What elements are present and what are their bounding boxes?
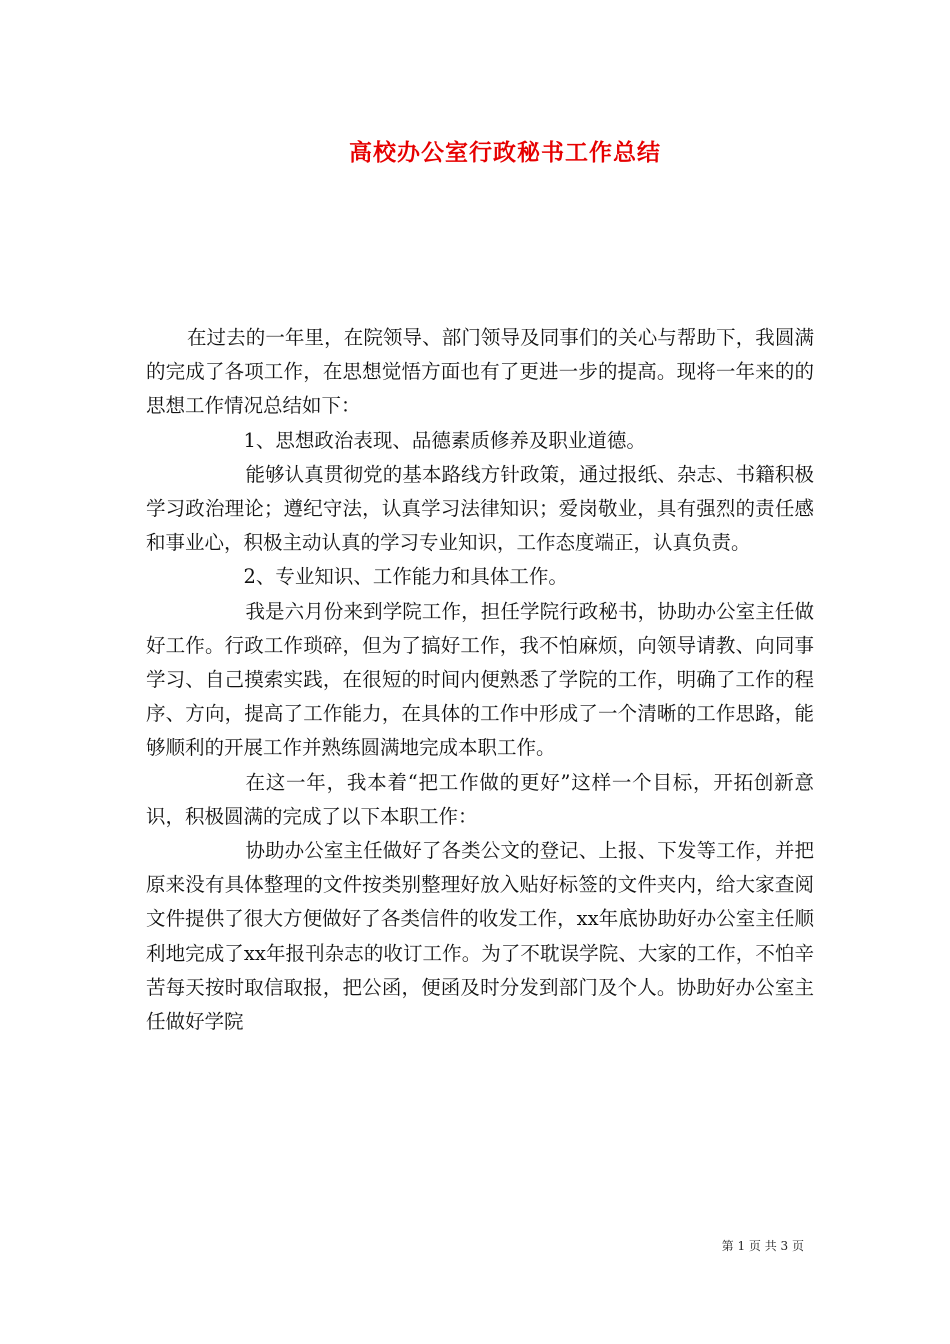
- paragraph-political: 能够认真贯彻党的基本路线方针政策，通过报纸、杂志、书籍积极学习政治理论；遵纪守法，认真学习法律知识；爱岗敬业，具有强烈的责任感和事业心，积极主动认真的学习专业知识，工作态度端正，认真负责。: [146, 462, 814, 555]
- page-title: 高校办公室行政秘书工作总结: [349, 139, 661, 166]
- document-body: [146, 321, 814, 1039]
- section-heading-2: 2、专业知识、工作能力和具体工作。: [243, 565, 568, 589]
- page-number: 第 1 页 共 3 页: [721, 1239, 804, 1253]
- paragraph-intro: 在过去的一年里，在院领导、部门领导及同事们的关心与帮助下，我圆满的完成了各项工作，在思想觉悟方面也有了更进一步的提高。现将一年来的的思想工作情况总结如下：: [146, 326, 814, 418]
- paragraph-work: 我是六月份来到学院工作，担任学院行政秘书，协助办公室主任做好工作。行政工作琐碎，但为了搞好工作，我不怕麻烦，向领导请教、向同事学习、自己摸索实践，在很短的时间内便熟悉了学院的工作，明确了工作的程序、方向，提高了工作能力，在具体的工作中形成了一个清晰的工作思路，能够顺利的开展工作并熟练圆满地完成本职工作。: [146, 599, 814, 760]
- paragraph-year-goal: 在这一年，我本着“把工作做的更好”这样一个目标，开拓创新意识，积极圆满的完成了以下本职工作：: [146, 770, 814, 828]
- section-heading-1: 1、思想政治表现、品德素质修养及职业道德。: [243, 428, 646, 452]
- paragraph-duties: 协助办公室主任做好了各类公文的登记、上报、下发等工作，并把原来没有具体整理的文件按类别整理好放入贴好标签的文件夹内，给大家查阅文件提供了很大方便做好了各类信件的收发工作，xx年底协助好办公室主任顺利地完成了xx年报刊杂志的收订工作。为了不耽误学院、大家的工作，不怕辛苦每天按时取信取报，把公函，便函及时分发到部门及个人。协助好办公室主任做好学院: [146, 839, 814, 1034]
